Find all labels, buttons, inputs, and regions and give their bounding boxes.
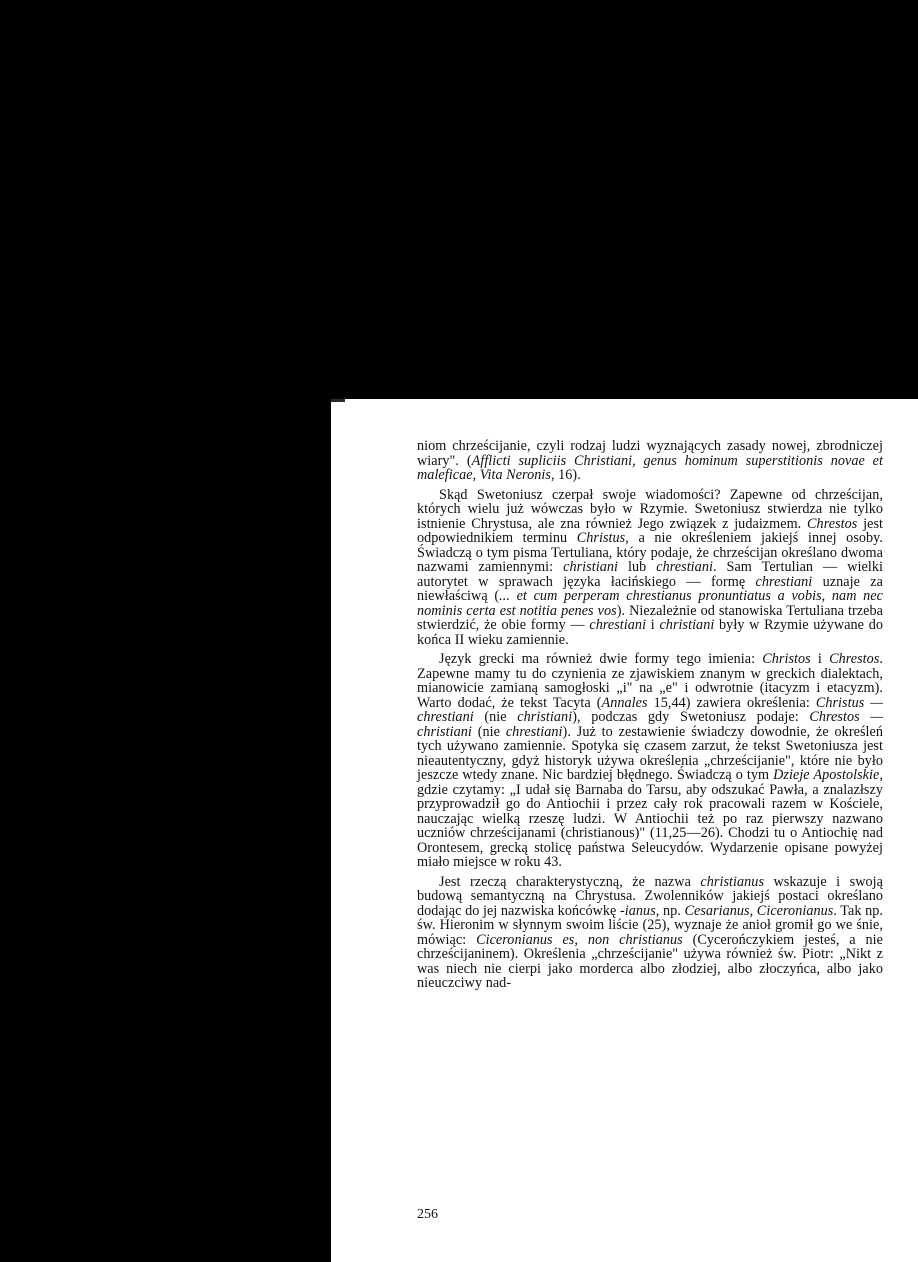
page-corner-mark	[331, 399, 345, 402]
text-run: ). Niezależnie od stanowiska Tertuliana trzeba stwierdzić, że obie formy —	[417, 602, 883, 633]
italic-text: Dzieje Apostolskie	[773, 767, 880, 783]
text-run: . Zapewne mamy tu do czynienia ze zjawiskiem znanym w greckich dialektach, mianowicie zamianą samogłoski „i" na „e" i odwrotnie (itacyzm i etacyzm). Warto dodać, że tekst Tacyta (	[417, 651, 883, 711]
text-run: wskazuje i swoją budową semantyczną na Chrystusa. Zwolenników jakiejś postaci określano dodając do jej nazwiska końcówkę	[417, 873, 883, 919]
text-run: jest odpowiednikiem terminu	[417, 515, 884, 546]
text-run: , a nie określeniem jakiejś innej osoby. Świadczą o tym pisma Tertuliana, który podaje, że chrześcijan określano dwoma nazwami zamiennymi:	[417, 530, 884, 575]
italic-text: Cesarianus, Ciceronianus	[684, 902, 834, 919]
text-run: były w Rzymie używane do końca II wieku zamiennie.	[417, 617, 884, 648]
text-run: lub	[618, 559, 657, 575]
italic-text: christianus	[700, 873, 765, 890]
text-run: . Sam Tertulian — wielki autorytet w sprawach języka łacińskiego — formę	[417, 559, 883, 590]
paragraph	[417, 652, 883, 870]
italic-text: chrestiani	[755, 573, 813, 590]
text-run: uznaje za niewłaściwą (	[417, 573, 883, 604]
text-run: ), podczas gdy Swetoniusz podaje:	[572, 709, 810, 725]
italic-text: Chrestos	[829, 651, 880, 667]
italic-text: chrestiani	[505, 723, 563, 740]
italic-text: chrestiani	[589, 617, 647, 633]
italic-text: -ianus	[620, 902, 656, 919]
text-run: (nie	[471, 723, 506, 740]
text-run: Język grecki ma również dwie formy tego imienia:	[439, 651, 763, 667]
text-run: , np.	[655, 902, 685, 919]
text-run: niom chrześcijanie, czyli rodzaj ludzi wyznających zasady nowej, zbrodniczej wiary". (	[417, 438, 883, 469]
italic-text: Afflicti supliciis Christiani, genus hominum superstitionis novae et maleficae, Vita Neronis	[417, 452, 883, 483]
italic-text: Christus — chrestiani	[417, 694, 884, 725]
italic-text: christiani	[563, 559, 619, 575]
paragraph	[417, 488, 883, 648]
italic-text: Annales	[601, 694, 648, 711]
text-run: Jest rzeczą charakterystyczną, że nazwa	[439, 873, 701, 890]
italic-text: Chrestos	[807, 515, 858, 532]
italic-text: Christos	[762, 651, 811, 667]
italic-text: chrestiani	[656, 559, 713, 575]
book-page	[331, 399, 918, 1262]
page-number: 256	[417, 1207, 438, 1222]
text-run: 15,44) zawiera określenia:	[647, 694, 816, 711]
text-run: . Tak np. św. Hieronim w słynnym swoim liście (25), wyznaje że anioł gromił go we śnie, mówiąc:	[417, 902, 883, 948]
text-run: , gdzie czytamy: „I udał się Barnaba do Tarsu, aby odszukać Pawła, a znalazłszy przyprowadził go do Antiochii i przez cały rok pracowali razem w Kościele, nauczając wielką rzeszę ludzi. W Antiochii też po raz pierwszy nazwano uczniów chrześcijanami (christianous)" (11,25—26). Chodzi tu o Antiochię nad Orontesem, grecką stolicę państwa Seleucydów. Wydarzenie opisane powyżej miało miejsce w roku 43.	[417, 767, 883, 870]
paragraph	[417, 439, 883, 483]
text-run: , 16).	[550, 467, 581, 483]
italic-text: Ciceronianus es, non christianus	[476, 931, 683, 948]
body-text	[417, 439, 883, 991]
italic-text: ... et cum perperam chrestianus pronuntiatus a vobis, nam nec nominis certa est notitia penes vos	[417, 588, 884, 619]
italic-text: Chrestos — christiani	[417, 709, 884, 740]
text-run: Skąd Swetoniusz czerpał swoje wiadomości? Zapewne od chrześcijan, których wielu już wówczas było w Rzymie. Swetoniusz stwierdza nie tylko istnienie Chrystusa, ale zna również Jego związek z judaizmem.	[417, 486, 883, 532]
paragraph	[417, 875, 883, 991]
text-run: i	[646, 617, 660, 633]
text-run: i	[810, 651, 830, 667]
italic-text: Christus	[576, 530, 626, 546]
text-run: ). Już to zestawienie świadczy dowodnie, że określeń tych używano zamiennie. Spotyka się czasem zarzut, że tekst Swetoniusza jest nieautentyczny, gdyż historyk używa określenia „chrześcijanie", które nie było jeszcze wtedy znane. Nic bardziej błędnego. Świadczą o tym	[417, 723, 883, 783]
text-run: (nie	[473, 709, 518, 725]
text-run: (Cycerończykiem jesteś, a nie chrześcijaninem). Określenia „chrześcijanie" używa również św. Piotr: „Nikt z was niech nie cierpi jako morderca albo złodziej, albo złoczyńca, albo jako nieuczciwy nad-	[417, 931, 883, 991]
italic-text: christiani	[659, 617, 715, 633]
italic-text: christiani	[517, 709, 573, 725]
